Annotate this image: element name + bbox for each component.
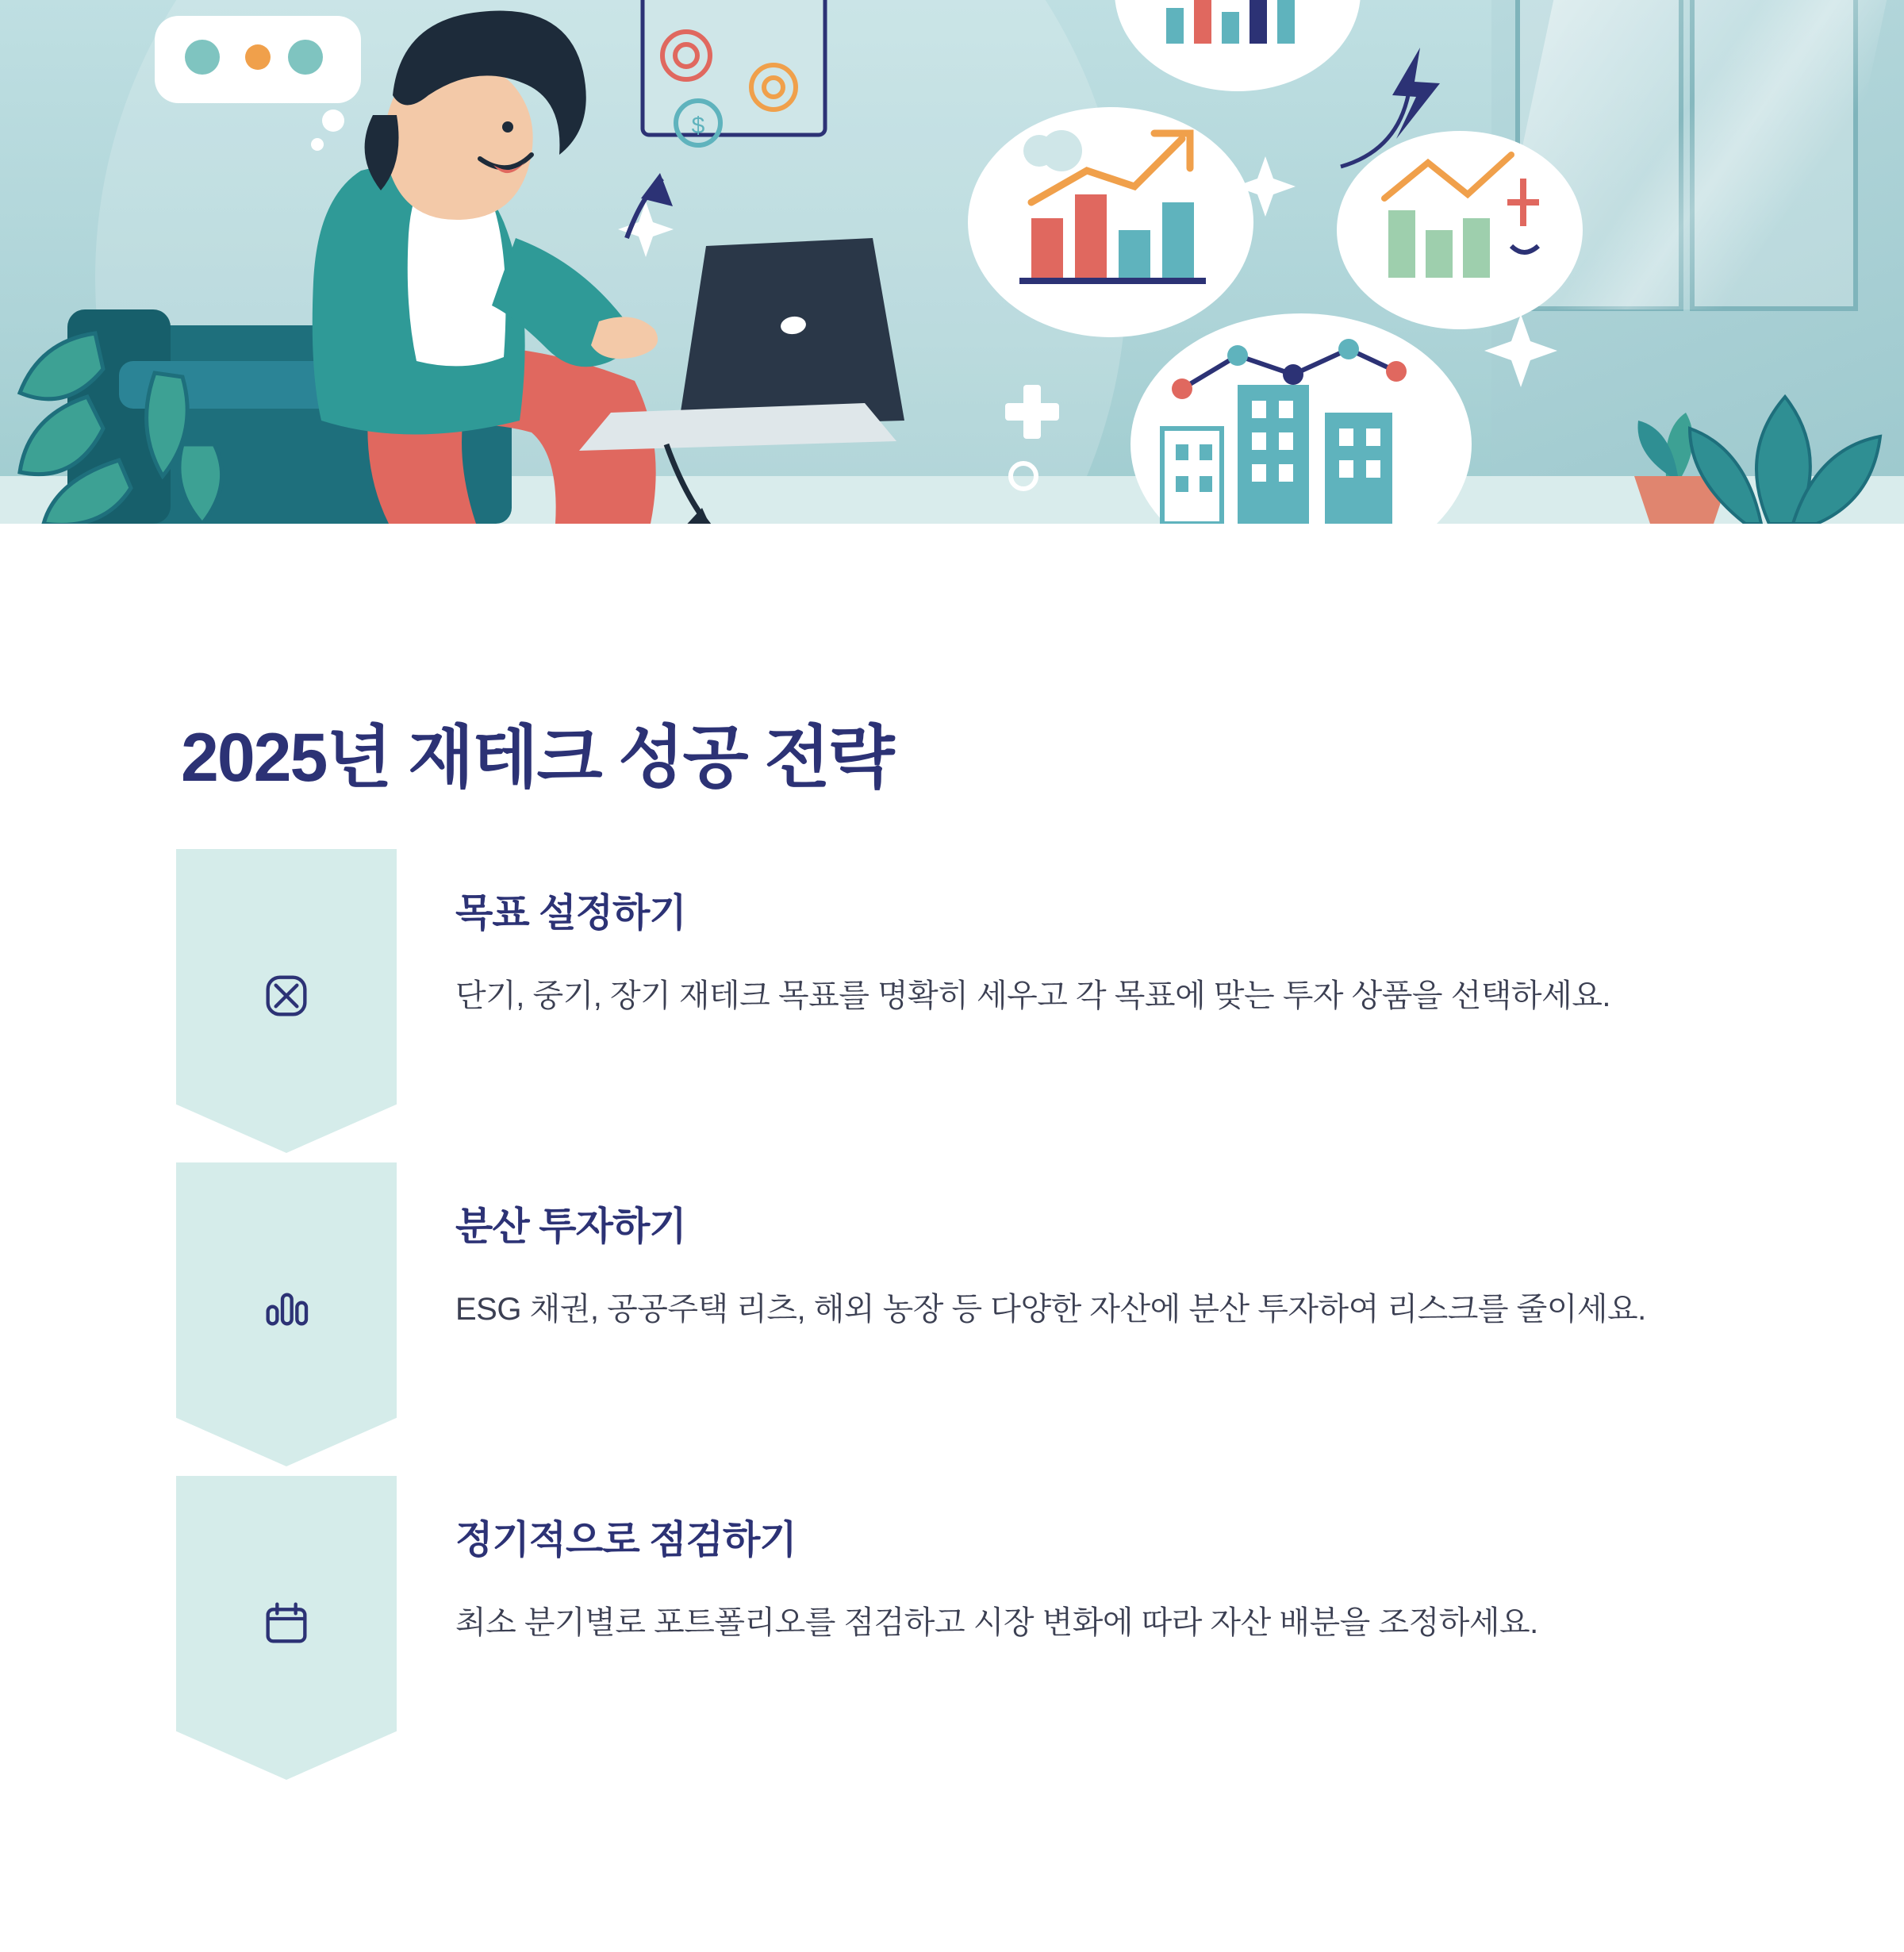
plant-right-icon <box>1634 397 1880 524</box>
step-description: 단기, 중기, 장기 재테크 목표를 명확히 세우고 각 목표에 맞는 투자 상품을 선택하세요. <box>455 978 1610 1013</box>
target-arrows-icon <box>176 964 397 1032</box>
steps-list <box>176 849 1763 1789</box>
bolt-icon <box>1392 48 1440 139</box>
step-chevron-3 <box>176 1476 397 1789</box>
hero-illustration <box>0 0 1904 524</box>
list-item <box>176 849 1763 1162</box>
city-buildings-bubble <box>1130 313 1472 524</box>
line-chart-bubble <box>1337 131 1583 329</box>
step-description: 최소 분기별로 포트폴리오를 점검하고 시장 변화에 따라 자산 배분을 조정하세요. <box>455 1605 1538 1640</box>
bar-chart-bubble-top <box>1115 0 1361 91</box>
list-item <box>176 1476 1763 1789</box>
step-chevron-1 <box>176 849 397 1162</box>
step-body-3 <box>455 1509 1733 1647</box>
step-description: ESG 채권, 공공주택 리츠, 해외 농장 등 다양한 자산에 분산 투자하여 리스크를 줄이세요. <box>455 1292 1646 1327</box>
speech-bubble-icon <box>155 16 361 151</box>
step-title: 정기적으로 점검하기 <box>455 1519 797 1562</box>
step-body-2 <box>455 1196 1733 1334</box>
calendar-icon <box>176 1591 397 1658</box>
svg-text:$: $ <box>691 113 705 139</box>
hero-scene-svg <box>0 0 1904 524</box>
growth-chart-bubble <box>968 107 1253 337</box>
step-body-1 <box>455 882 1733 1020</box>
wall-frame-icon <box>643 0 825 145</box>
step-title: 분산 투자하기 <box>455 1205 686 1248</box>
list-item <box>176 1162 1763 1476</box>
step-title: 목표 설정하기 <box>455 892 686 935</box>
step-chevron-2 <box>176 1162 397 1476</box>
bar-chart-icon <box>176 1278 397 1345</box>
page-title: 2025년 재테크 성공 전략 <box>181 720 893 796</box>
